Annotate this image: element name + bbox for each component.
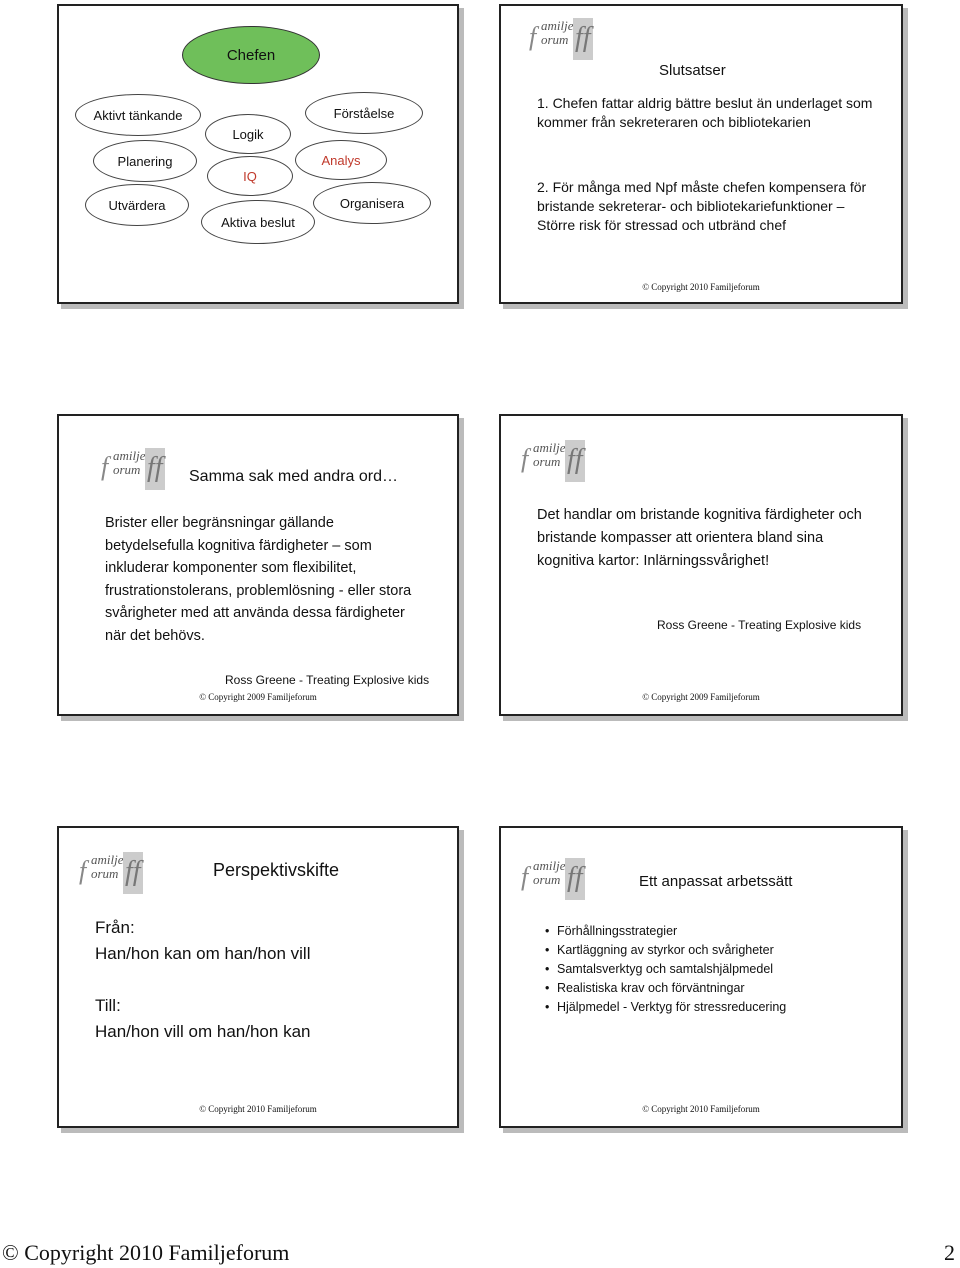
slide-title: Perspektivskifte [213, 860, 340, 880]
slide-title: Slutsatser [659, 62, 726, 79]
list-item: • Förhållningsstrategier [545, 922, 885, 941]
familjeforum-logo: f amilje orum ff [77, 852, 147, 902]
slide-samma-sak [57, 414, 459, 716]
familjeforum-logo: f amilje orum ff [519, 858, 589, 908]
slide-title: Samma sak med andra ord… [189, 468, 398, 485]
oval-aktiva-beslut: Aktiva beslut [201, 200, 315, 244]
list-item: • Samtalsverktyg och samtalshjälpmedel [545, 960, 885, 979]
page-footer-copyright: © Copyright 2010 Familjeforum [2, 1240, 290, 1265]
familjeforum-logo: f amilje orum ff [99, 448, 169, 498]
from-text: Han/hon kan om han/hon vill [95, 944, 311, 963]
copyright: © Copyright 2010 Familjeforum [642, 1104, 760, 1114]
list-item: • Hjälpmedel - Verktyg för stressreducering [545, 998, 885, 1017]
slide-perspektivskifte [57, 826, 459, 1128]
oval-analys: Analys [295, 140, 387, 180]
copyright: © Copyright 2009 Familjeforum [642, 692, 760, 702]
conclusion-2: 2. För många med Npf måste chefen kompensera för bristande sekreterar- och bibliotekariefunktioner – Större risk för stressad och utbränd chef [537, 179, 867, 233]
familjeforum-logo: f amilje orum ff [527, 18, 597, 68]
strategy-list [545, 922, 885, 1017]
oval-iq: IQ [207, 156, 293, 196]
slide-anpassat-arbetssatt [499, 826, 903, 1128]
to-text: Han/hon vill om han/hon kan [95, 1022, 311, 1041]
copyright: © Copyright 2010 Familjeforum [199, 1104, 317, 1114]
slide-body: Brister eller begränsningar gällande betydelsefulla kognitiva färdigheter – som inkluderar komponenter som flexibilitet, frustrationstolerans, problemlösning - eller stora svårigheter med att använda dessa färdigheter när det behövs. [105, 515, 412, 644]
source-citation: Ross Greene - Treating Explosive kids [657, 618, 862, 632]
slide-mindmap [57, 4, 459, 304]
oval-chefen: Chefen [182, 26, 320, 84]
familjeforum-logo: f amilje orum ff [519, 440, 589, 490]
page-number: 2 [944, 1240, 955, 1265]
from-label: Från: [95, 918, 135, 937]
slide-det-handlar-om [499, 414, 903, 716]
oval-planering: Planering [93, 140, 197, 182]
oval-aktivt-tankande: Aktivt tänkande [75, 94, 201, 136]
list-item: • Kartläggning av styrkor och svårigheter [545, 941, 885, 960]
oval-forstaelse: Förståelse [305, 92, 423, 134]
list-item: • Realistiska krav och förväntningar [545, 979, 885, 998]
source-citation: Ross Greene - Treating Explosive kids [225, 673, 430, 687]
slide-body: Det handlar om bristande kognitiva färdigheter och bristande kompasser att orientera bland sina kognitiva kartor: Inlärningssvårighet! [537, 507, 862, 569]
oval-utvardera: Utvärdera [85, 184, 189, 226]
slide-slutsatser [499, 4, 903, 304]
conclusion-1: 1. Chefen fattar aldrig bättre beslut än underlaget som kommer från sekreteraren och bibliotekarien [537, 95, 873, 130]
slide-title: Ett anpassat arbetssätt [639, 873, 793, 890]
copyright: © Copyright 2009 Familjeforum [199, 692, 317, 702]
oval-organisera: Organisera [313, 182, 431, 224]
to-label: Till: [95, 996, 121, 1015]
oval-logik: Logik [205, 114, 291, 154]
copyright: © Copyright 2010 Familjeforum [642, 282, 760, 292]
